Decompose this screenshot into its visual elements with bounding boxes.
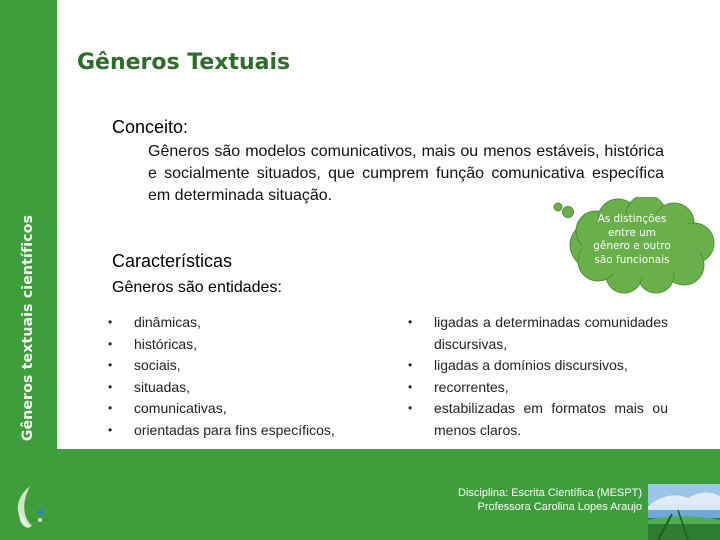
concept-heading: Conceito: bbox=[112, 117, 189, 137]
definition-paragraph: Gêneros são modelos comunicativos, mais ou menos estáveis, histórica e socialmente situados, que cumprem função comunicativa específica em determinada situação. bbox=[148, 143, 664, 204]
callout-line: gênero e outro bbox=[593, 240, 671, 252]
footer-course: Disciplina: Escrita Científica (MESPT) bbox=[458, 487, 642, 499]
list-item: • dinâmicas, bbox=[108, 312, 368, 334]
slide-title: Gêneros Textuais bbox=[77, 50, 291, 75]
footer-professor: Professora Carolina Lopes Araujo bbox=[477, 501, 642, 513]
list-item: • estabilizadas em formatos mais ou menos claros. bbox=[408, 398, 668, 441]
callout-line: entre um bbox=[608, 226, 656, 239]
callout-text bbox=[577, 213, 687, 267]
callout-line: As distinções bbox=[597, 213, 667, 225]
list-item: • situadas, bbox=[108, 377, 368, 399]
leaf-logo-icon bbox=[8, 482, 48, 532]
list-item: • sociais, bbox=[108, 355, 368, 377]
landscape-photo bbox=[648, 484, 720, 540]
sidebar-vertical-title: Gêneros textuais científicos bbox=[20, 214, 36, 442]
callout-line: são funcionais bbox=[594, 253, 670, 266]
list-item: • históricas, bbox=[108, 334, 368, 356]
right-bullet-list bbox=[408, 312, 668, 441]
list-item: • recorrentes, bbox=[408, 377, 668, 399]
list-item: • comunicativas, bbox=[108, 398, 368, 420]
entities-intro: Gêneros são entidades: bbox=[112, 279, 282, 296]
list-item: • ligadas a domínios discursivos, bbox=[408, 355, 668, 377]
footer-credits bbox=[420, 486, 642, 514]
left-bullet-list bbox=[108, 312, 368, 441]
list-item: • ligadas a determinadas comunidades discursivas, bbox=[408, 312, 668, 355]
characteristics-heading: Características bbox=[112, 251, 233, 271]
list-item: • orientadas para fins específicos, bbox=[108, 420, 368, 442]
